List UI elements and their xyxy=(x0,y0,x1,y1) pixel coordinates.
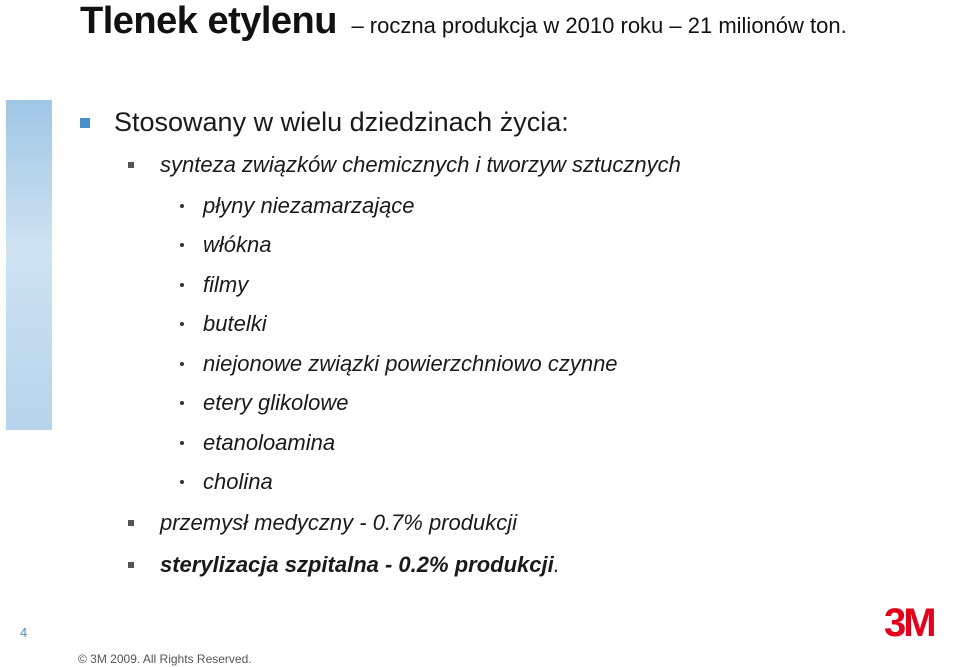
square-bullet-icon xyxy=(128,562,134,568)
dot-bullet-icon xyxy=(180,283,184,287)
sub-list-item-text: filmy xyxy=(203,271,249,297)
sub-list-item-text: niejonowe związki powierzchniowo czynne xyxy=(203,350,618,376)
square-bullet-icon xyxy=(128,520,134,526)
sub-list-item xyxy=(180,305,940,345)
dot-bullet-icon xyxy=(180,480,184,484)
list-item xyxy=(128,544,940,586)
bullet-heading xyxy=(80,100,940,144)
square-bullet-icon xyxy=(80,118,90,128)
bullet-list xyxy=(80,100,940,586)
square-bullet-icon xyxy=(128,162,134,168)
sub-list-item-text: włókna xyxy=(203,232,272,258)
sub-list-item xyxy=(180,344,940,384)
dot-bullet-icon xyxy=(180,243,184,247)
sub-list-item-text: płyny niezamarzające xyxy=(203,192,415,218)
list-item-text: synteza związków chemicznych i tworzyw sztucznych xyxy=(160,152,681,177)
sub-list-item-text: cholina xyxy=(203,469,273,495)
dot-bullet-icon xyxy=(180,441,184,445)
sub-list-item xyxy=(180,265,940,305)
3m-logo: 3M xyxy=(884,601,934,645)
title-subtitle: – roczna produkcja w 2010 roku – 21 milionów ton. xyxy=(351,13,847,38)
slide-title xyxy=(80,0,847,43)
title-main: Tlenek etylenu xyxy=(80,0,337,42)
sub-list-item xyxy=(180,384,940,424)
dot-bullet-icon xyxy=(180,204,184,208)
sub-list-item xyxy=(180,463,940,503)
list-item-text: sterylizacja szpitalna - 0.2% produkcji. xyxy=(160,552,560,577)
decorative-side-image xyxy=(6,100,52,430)
sub-list-item-text: butelki xyxy=(203,311,267,337)
list-item xyxy=(128,502,940,544)
bullet-heading-text: Stosowany w wielu dziedzinach życia: xyxy=(114,106,569,137)
list-item xyxy=(128,144,940,186)
list-item-text: przemysł medyczny - 0.7% produkcji xyxy=(160,510,518,535)
sub-list-item-text: etanoloamina xyxy=(203,429,336,455)
page-number: 4 xyxy=(20,625,28,640)
sub-list-item xyxy=(180,423,940,463)
dot-bullet-icon xyxy=(180,362,184,366)
dot-bullet-icon xyxy=(180,322,184,326)
dot-bullet-icon xyxy=(180,401,184,405)
sub-list-item-text: etery glikolowe xyxy=(203,390,349,416)
copyright-notice: © 3M 2009. All Rights Reserved. xyxy=(78,652,252,666)
sub-list-item xyxy=(180,226,940,266)
sub-list-item xyxy=(180,186,940,226)
